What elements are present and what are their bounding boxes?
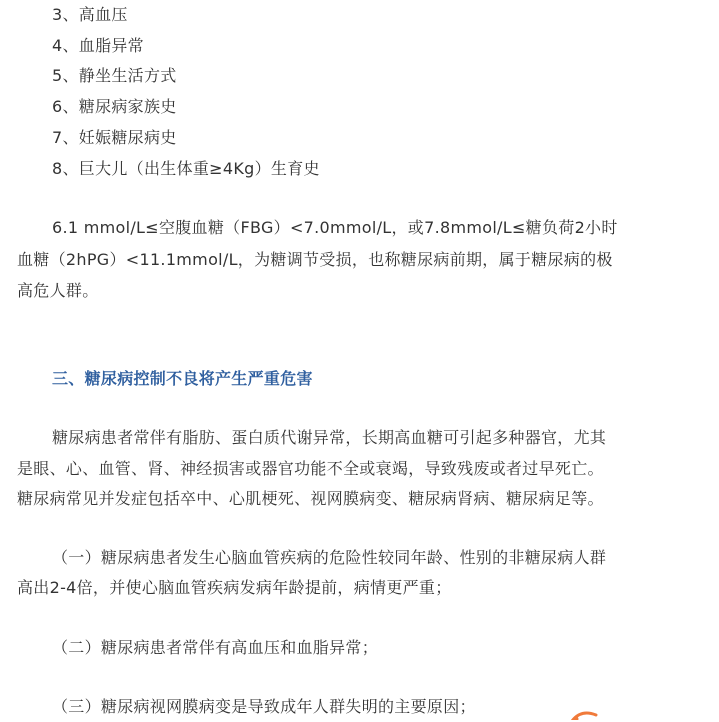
paragraph-line: 6.1 mmol/L≤空腹血糖（FBG）<7.0mmol/L，或7.8mmol/L≤糖负荷2小时 <box>52 218 618 237</box>
list-item: 5、静坐生活方式 <box>52 66 177 85</box>
paragraph-line: 血糖（2hPG）<11.1mmol/L，为糖调节受损，也称糖尿病前期，属于糖尿病的极 <box>17 250 613 269</box>
list-item: 8、巨大儿（出生体重≥4Kg）生育史 <box>52 159 320 178</box>
list-item: 3、高血压 <box>52 5 128 24</box>
decorative-mark-icon <box>568 707 598 720</box>
list-item: 6、糖尿病家族史 <box>52 97 177 116</box>
paragraph-line: 糖尿病常见并发症包括卒中、心肌梗死、视网膜病变、糖尿病肾病、糖尿病足等。 <box>17 489 604 508</box>
list-item: 7、妊娠糖尿病史 <box>52 128 177 147</box>
paragraph-line: 高危人群。 <box>17 281 99 300</box>
list-item: 4、血脂异常 <box>52 36 144 55</box>
paragraph-line: （二）糖尿病患者常伴有高血压和血脂异常； <box>52 638 379 657</box>
paragraph-line: 高出2-4倍，并使心脑血管疾病发病年龄提前，病情更严重； <box>17 578 452 597</box>
paragraph-line: （三）糖尿病视网膜病变是导致成年人群失明的主要原因； <box>52 697 476 716</box>
paragraph-line: 糖尿病患者常伴有脂肪、蛋白质代谢异常，长期高血糖可引起多种器官，尤其 <box>52 428 607 447</box>
paragraph-line: 是眼、心、血管、肾、神经损害或器官功能不全或衰竭，导致残废或者过早死亡。 <box>17 459 604 478</box>
paragraph-line: （一）糖尿病患者发生心脑血管疾病的危险性较同年龄、性别的非糖尿病人群 <box>52 548 607 567</box>
section-heading: 三、糖尿病控制不良将产生严重危害 <box>52 369 313 388</box>
